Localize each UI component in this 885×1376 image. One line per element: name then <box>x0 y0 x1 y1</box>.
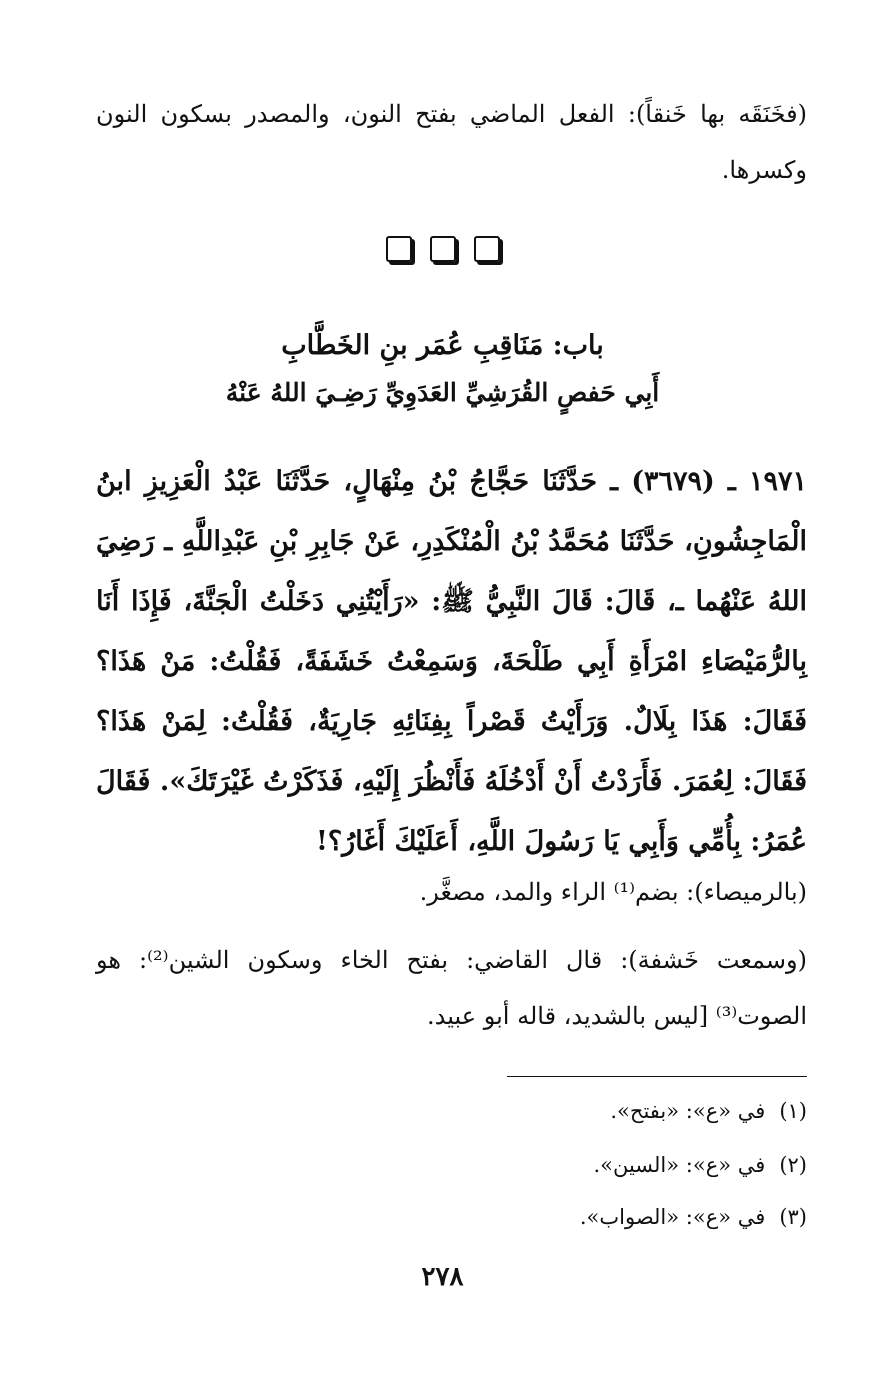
footnote <box>610 1096 807 1126</box>
footnote-number: (١) <box>779 1099 807 1123</box>
footnote-number: (٣) <box>779 1205 807 1229</box>
square-ornament-icon <box>386 236 412 262</box>
footnote-separator <box>507 1076 807 1077</box>
footnote <box>593 1150 807 1180</box>
gloss-khashfa: (وسمعت خَشفة): قال القاضي: بفتح الخاء وسكون الشين⁽²⁾: هو الصوت⁽³⁾ [ليس بالشديد، قاله أبو عبيد. <box>96 946 807 1030</box>
page-number: ٢٧٨ <box>421 1262 464 1292</box>
footnote-text: في «ع»: «الصواب». <box>579 1205 766 1229</box>
section-divider-ornaments <box>0 236 885 262</box>
square-ornament-icon <box>474 236 500 262</box>
square-ornament-icon <box>430 236 456 262</box>
chapter-title: باب: مَنَاقِبِ عُمَر بنِ الخَطَّابِ <box>281 330 604 361</box>
footnote-number: (٢) <box>779 1153 807 1177</box>
footnote-text: في «ع»: «بفتح». <box>610 1099 766 1123</box>
intro-paragraph: (فخَنَقَه بها خَنقاً): الفعل الماضي بفتح النون، والمصدر بسكون النون وكسرها. <box>96 100 807 184</box>
footnote <box>580 1202 807 1232</box>
footnote-text: في «ع»: «السين». <box>593 1153 766 1177</box>
hadith-text: ١٩٧١ ـ (٣٦٧٩) ـ حَدَّثَنَا حَجَّاجُ بْنُ مِنْهَالٍ، حَدَّثَنَا عَبْدُ الْعَزِيزِ ابنُ الْمَاجِشُونِ، حَدَّثَنَا مُحَمَّدُ بْنُ الْمُنْكَدِرِ، عَنْ جَابِرِ بْنِ عَبْدِاللَّهِ ـ رَضِيَ اللهُ عَنْهُما ـ، قَالَ: قَالَ النَّبِيُّ ﷺ: «رَأَيْتُنِي دَخَلْتُ الْجَنَّةَ، فَإِذَا أَنَا بِالرُّمَيْصَاءِ امْرَأَةِ أَبِي طَلْحَةَ، وَسَمِعْتُ خَشَفَةً، فَقُلْتُ: مَنْ هَذَا؟ فَقَالَ: هَذَا بِلَالٌ. وَرَأَيْتُ قَصْراً بِفِنَائِهِ جَارِيَةٌ، فَقُلْتُ: لِمَنْ هَذَا؟ فَقَالَ: لِعُمَرَ. فَأَرَدْتُ أَنْ أَدْخُلَهُ فَأَنْظُرَ إِلَيْهِ، فَذَكَرْتُ غَيْرَتَكَ». فَقَالَ عُمَرُ: بِأُمِّي وَأَبِي يَا رَسُولَ اللَّهِ، أَعَلَيْكَ أَغَارُ؟! <box>96 466 807 857</box>
chapter-subtitle: أَبِي حَفصٍ القُرَشِيِّ العَدَوِيِّ رَضِـيَ اللهُ عَنْهُ <box>225 378 660 407</box>
gloss-rumaysa: (بالرميصاء): بضم⁽¹⁾ الراء والمد، مصغَّر. <box>419 878 807 906</box>
